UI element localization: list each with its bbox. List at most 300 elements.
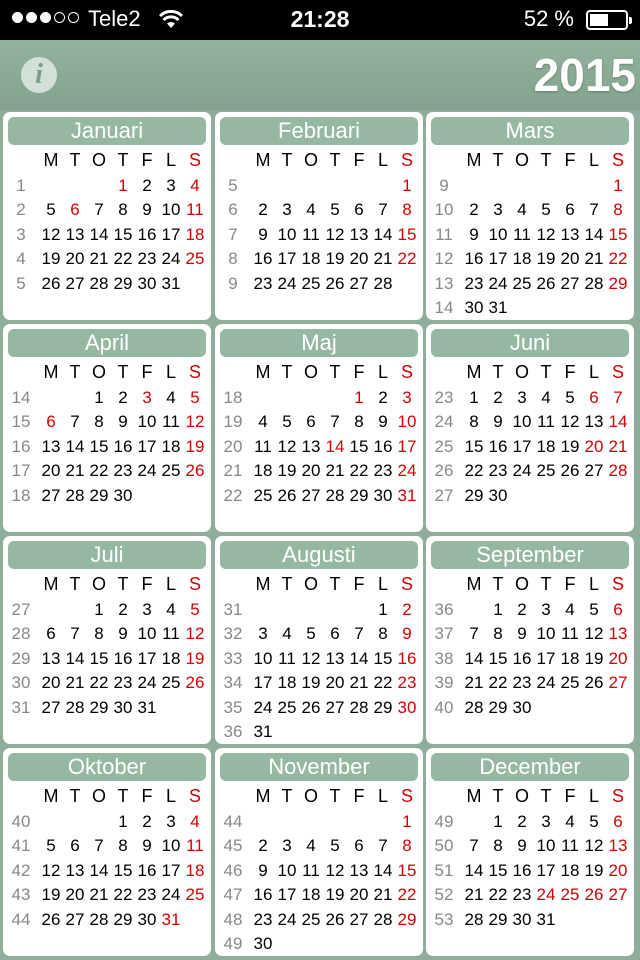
day-cell[interactable]: 19 <box>185 436 205 456</box>
day-cell[interactable]: 18 <box>536 436 556 456</box>
day-cell[interactable]: 30 <box>137 273 157 293</box>
day-cell[interactable]: 2 <box>142 812 152 831</box>
day-cell[interactable]: 11 <box>162 624 180 644</box>
day-cell[interactable]: 27 <box>608 673 628 693</box>
day-cell[interactable]: 1 <box>469 388 479 407</box>
day-cell[interactable]: 16 <box>488 436 508 456</box>
day-cell[interactable]: 19 <box>41 249 61 269</box>
day-cell[interactable]: 14 <box>584 224 604 244</box>
day-cell[interactable]: 9 <box>469 224 479 244</box>
day-cell[interactable]: 15 <box>113 224 133 244</box>
day-cell[interactable]: 8 <box>94 624 104 644</box>
day-cell[interactable]: 16 <box>512 860 532 880</box>
day-cell[interactable]: 8 <box>402 836 412 856</box>
day-cell[interactable]: 22 <box>488 885 508 905</box>
day-cell[interactable]: 3 <box>166 176 176 195</box>
day-cell[interactable]: 5 <box>306 624 316 644</box>
day-cell[interactable]: 5 <box>589 600 599 619</box>
day-cell[interactable]: 11 <box>186 836 204 856</box>
day-cell[interactable]: 5 <box>46 200 56 220</box>
day-cell[interactable]: 11 <box>302 224 320 244</box>
day-cell[interactable]: 25 <box>185 249 205 269</box>
day-cell[interactable]: 27 <box>41 485 61 505</box>
day-cell[interactable]: 29 <box>608 273 628 293</box>
day-cell[interactable]: 7 <box>613 388 623 407</box>
day-cell[interactable]: 24 <box>277 909 297 929</box>
day-cell[interactable]: 25 <box>560 673 580 693</box>
day-cell[interactable]: 13 <box>325 648 345 668</box>
day-cell[interactable]: 12 <box>536 224 556 244</box>
day-cell[interactable]: 30 <box>137 909 157 929</box>
day-cell[interactable]: 15 <box>397 860 417 880</box>
day-cell[interactable]: 20 <box>41 673 61 693</box>
day-cell[interactable]: 25 <box>512 273 532 293</box>
day-cell[interactable]: 25 <box>185 885 205 905</box>
day-cell[interactable]: 14 <box>349 648 369 668</box>
day-cell[interactable]: 10 <box>137 624 157 644</box>
day-cell[interactable]: 7 <box>70 624 80 644</box>
day-cell[interactable]: 1 <box>354 388 364 407</box>
day-cell[interactable]: 22 <box>89 461 109 481</box>
day-cell[interactable]: 16 <box>137 224 157 244</box>
day-cell[interactable]: 7 <box>94 836 104 856</box>
day-cell[interactable]: 23 <box>397 673 417 693</box>
day-cell[interactable]: 27 <box>301 485 321 505</box>
day-cell[interactable]: 30 <box>488 485 508 505</box>
day-cell[interactable]: 1 <box>118 812 128 831</box>
day-cell[interactable]: 26 <box>325 273 345 293</box>
day-cell[interactable]: 26 <box>560 461 580 481</box>
day-cell[interactable]: 1 <box>94 600 104 619</box>
info-button[interactable] <box>21 57 57 93</box>
day-cell[interactable]: 1 <box>493 812 503 831</box>
day-cell[interactable]: 12 <box>584 624 604 644</box>
day-cell[interactable]: 7 <box>70 412 80 432</box>
day-cell[interactable]: 3 <box>282 836 292 856</box>
day-cell[interactable]: 8 <box>94 412 104 432</box>
day-cell[interactable]: 26 <box>325 909 345 929</box>
day-cell[interactable]: 25 <box>161 461 181 481</box>
day-cell[interactable]: 21 <box>89 885 109 905</box>
day-cell[interactable]: 4 <box>282 624 292 644</box>
day-cell[interactable]: 20 <box>349 249 369 269</box>
day-cell[interactable]: 6 <box>46 624 56 644</box>
day-cell[interactable]: 23 <box>137 885 157 905</box>
day-cell[interactable]: 11 <box>513 224 531 244</box>
day-cell[interactable]: 27 <box>349 909 369 929</box>
day-cell[interactable]: 24 <box>536 673 556 693</box>
day-cell[interactable]: 19 <box>536 249 556 269</box>
day-cell[interactable]: 13 <box>584 412 604 432</box>
day-cell[interactable]: 5 <box>190 600 200 619</box>
day-cell[interactable]: 28 <box>464 697 484 717</box>
day-cell[interactable]: 17 <box>137 436 157 456</box>
day-cell[interactable]: 2 <box>258 836 268 856</box>
day-cell[interactable]: 29 <box>488 697 508 717</box>
day-cell[interactable]: 8 <box>354 412 364 432</box>
day-cell[interactable]: 8 <box>402 200 412 220</box>
day-cell[interactable]: 20 <box>301 461 321 481</box>
day-cell[interactable]: 29 <box>397 909 417 929</box>
day-cell[interactable]: 16 <box>137 860 157 880</box>
day-cell[interactable]: 21 <box>325 461 345 481</box>
day-cell[interactable]: 19 <box>41 885 61 905</box>
day-cell[interactable]: 18 <box>560 860 580 880</box>
day-cell[interactable]: 29 <box>89 697 109 717</box>
day-cell[interactable]: 3 <box>142 600 152 619</box>
day-cell[interactable]: 11 <box>537 412 555 432</box>
day-cell[interactable]: 17 <box>536 648 556 668</box>
day-cell[interactable]: 23 <box>113 673 133 693</box>
day-cell[interactable]: 25 <box>161 673 181 693</box>
day-cell[interactable]: 17 <box>161 860 181 880</box>
day-cell[interactable]: 22 <box>608 249 628 269</box>
day-cell[interactable]: 7 <box>469 624 479 644</box>
day-cell[interactable]: 12 <box>301 648 321 668</box>
day-cell[interactable]: 29 <box>349 485 369 505</box>
day-cell[interactable]: 1 <box>118 176 128 195</box>
day-cell[interactable]: 11 <box>162 412 180 432</box>
day-cell[interactable]: 4 <box>306 200 316 220</box>
day-cell[interactable]: 11 <box>561 624 579 644</box>
day-cell[interactable]: 6 <box>354 200 364 220</box>
day-cell[interactable]: 26 <box>41 909 61 929</box>
day-cell[interactable]: 1 <box>378 600 388 619</box>
day-cell[interactable]: 26 <box>301 697 321 717</box>
day-cell[interactable]: 10 <box>397 412 417 432</box>
day-cell[interactable]: 10 <box>536 624 556 644</box>
day-cell[interactable]: 16 <box>397 648 417 668</box>
day-cell[interactable]: 11 <box>302 860 320 880</box>
day-cell[interactable]: 19 <box>277 461 297 481</box>
day-cell[interactable]: 20 <box>65 249 85 269</box>
day-cell[interactable]: 28 <box>89 909 109 929</box>
day-cell[interactable]: 24 <box>488 273 508 293</box>
day-cell[interactable]: 16 <box>464 249 484 269</box>
day-cell[interactable]: 13 <box>349 224 369 244</box>
day-cell[interactable]: 31 <box>397 485 417 505</box>
day-cell[interactable]: 22 <box>113 249 133 269</box>
day-cell[interactable]: 3 <box>517 388 527 407</box>
day-cell[interactable]: 28 <box>349 697 369 717</box>
day-cell[interactable]: 26 <box>185 461 205 481</box>
day-cell[interactable]: 3 <box>541 812 551 831</box>
day-cell[interactable]: 9 <box>493 412 503 432</box>
day-cell[interactable]: 11 <box>561 836 579 856</box>
day-cell[interactable]: 10 <box>488 224 508 244</box>
day-cell[interactable]: 5 <box>330 200 340 220</box>
day-cell[interactable]: 22 <box>349 461 369 481</box>
day-cell[interactable]: 17 <box>277 885 297 905</box>
day-cell[interactable]: 19 <box>325 249 345 269</box>
day-cell[interactable]: 18 <box>253 461 273 481</box>
day-cell[interactable]: 4 <box>190 812 200 831</box>
day-cell[interactable]: 28 <box>373 909 393 929</box>
day-cell[interactable]: 3 <box>541 600 551 619</box>
day-cell[interactable]: 25 <box>277 697 297 717</box>
day-cell[interactable]: 23 <box>137 249 157 269</box>
day-cell[interactable]: 6 <box>330 624 340 644</box>
day-cell[interactable]: 17 <box>161 224 181 244</box>
day-cell[interactable]: 3 <box>258 624 268 644</box>
day-cell[interactable]: 7 <box>330 412 340 432</box>
day-cell[interactable]: 15 <box>488 648 508 668</box>
day-cell[interactable]: 19 <box>584 648 604 668</box>
day-cell[interactable]: 18 <box>185 224 205 244</box>
day-cell[interactable]: 27 <box>584 461 604 481</box>
day-cell[interactable]: 9 <box>142 836 152 856</box>
day-cell[interactable]: 29 <box>373 697 393 717</box>
day-cell[interactable]: 23 <box>464 273 484 293</box>
day-cell[interactable]: 18 <box>277 673 297 693</box>
day-cell[interactable]: 10 <box>277 224 297 244</box>
day-cell[interactable]: 24 <box>277 273 297 293</box>
day-cell[interactable]: 28 <box>65 697 85 717</box>
day-cell[interactable]: 1 <box>402 176 412 195</box>
day-cell[interactable]: 2 <box>493 388 503 407</box>
day-cell[interactable]: 26 <box>584 885 604 905</box>
day-cell[interactable]: 24 <box>161 249 181 269</box>
day-cell[interactable]: 28 <box>89 273 109 293</box>
day-cell[interactable]: 28 <box>373 273 393 293</box>
day-cell[interactable]: 17 <box>512 436 532 456</box>
day-cell[interactable]: 21 <box>608 436 628 456</box>
day-cell[interactable]: 15 <box>89 436 109 456</box>
day-cell[interactable]: 3 <box>493 200 503 220</box>
day-cell[interactable]: 24 <box>512 461 532 481</box>
day-cell[interactable]: 21 <box>65 673 85 693</box>
day-cell[interactable]: 12 <box>41 860 61 880</box>
day-cell[interactable]: 24 <box>253 697 273 717</box>
day-cell[interactable]: 10 <box>512 412 532 432</box>
day-cell[interactable]: 6 <box>565 200 575 220</box>
day-cell[interactable]: 2 <box>118 600 128 619</box>
day-cell[interactable]: 14 <box>373 224 393 244</box>
day-cell[interactable]: 19 <box>325 885 345 905</box>
day-cell[interactable]: 7 <box>469 836 479 856</box>
day-cell[interactable]: 30 <box>113 697 133 717</box>
day-cell[interactable]: 10 <box>253 648 273 668</box>
day-cell[interactable]: 20 <box>608 860 628 880</box>
day-cell[interactable]: 3 <box>402 388 412 407</box>
day-cell[interactable]: 21 <box>65 461 85 481</box>
day-cell[interactable]: 22 <box>397 885 417 905</box>
day-cell[interactable]: 18 <box>161 436 181 456</box>
day-cell[interactable]: 12 <box>277 436 297 456</box>
day-cell[interactable]: 15 <box>608 224 628 244</box>
day-cell[interactable]: 28 <box>584 273 604 293</box>
day-cell[interactable]: 6 <box>46 412 56 432</box>
day-cell[interactable]: 21 <box>373 249 393 269</box>
day-cell[interactable]: 14 <box>325 436 345 456</box>
day-cell[interactable]: 21 <box>464 885 484 905</box>
day-cell[interactable]: 21 <box>349 673 369 693</box>
day-cell[interactable]: 17 <box>536 860 556 880</box>
day-cell[interactable]: 20 <box>608 648 628 668</box>
day-cell[interactable]: 12 <box>560 412 580 432</box>
day-cell[interactable]: 14 <box>65 648 85 668</box>
day-cell[interactable]: 24 <box>137 673 157 693</box>
day-cell[interactable]: 5 <box>589 812 599 831</box>
day-cell[interactable]: 9 <box>118 412 128 432</box>
day-cell[interactable]: 13 <box>65 860 85 880</box>
day-cell[interactable]: 30 <box>512 697 532 717</box>
day-cell[interactable]: 2 <box>378 388 388 407</box>
day-cell[interactable]: 7 <box>354 624 364 644</box>
day-cell[interactable]: 16 <box>373 436 393 456</box>
day-cell[interactable]: 2 <box>469 200 479 220</box>
day-cell[interactable]: 5 <box>565 388 575 407</box>
day-cell[interactable]: 25 <box>301 909 321 929</box>
day-cell[interactable]: 22 <box>397 249 417 269</box>
day-cell[interactable]: 14 <box>65 436 85 456</box>
day-cell[interactable]: 9 <box>258 224 268 244</box>
day-cell[interactable]: 4 <box>306 836 316 856</box>
day-cell[interactable]: 26 <box>185 673 205 693</box>
day-cell[interactable]: 31 <box>161 273 181 293</box>
day-cell[interactable]: 24 <box>536 885 556 905</box>
day-cell[interactable]: 24 <box>161 885 181 905</box>
day-cell[interactable]: 31 <box>161 909 181 929</box>
day-cell[interactable]: 20 <box>584 436 604 456</box>
day-cell[interactable]: 11 <box>254 436 272 456</box>
day-cell[interactable]: 7 <box>378 200 388 220</box>
day-cell[interactable]: 9 <box>258 860 268 880</box>
day-cell[interactable]: 3 <box>142 388 152 407</box>
day-cell[interactable]: 28 <box>464 909 484 929</box>
day-cell[interactable]: 1 <box>402 812 412 831</box>
day-cell[interactable]: 17 <box>137 648 157 668</box>
day-cell[interactable]: 9 <box>517 836 527 856</box>
day-cell[interactable]: 24 <box>137 461 157 481</box>
day-cell[interactable]: 13 <box>349 860 369 880</box>
day-cell[interactable]: 14 <box>89 224 109 244</box>
day-cell[interactable]: 25 <box>560 885 580 905</box>
day-cell[interactable]: 27 <box>560 273 580 293</box>
day-cell[interactable]: 23 <box>488 461 508 481</box>
day-cell[interactable]: 12 <box>185 412 205 432</box>
day-cell[interactable]: 6 <box>589 388 599 407</box>
day-cell[interactable]: 1 <box>94 388 104 407</box>
day-cell[interactable]: 8 <box>118 200 128 220</box>
day-cell[interactable]: 27 <box>65 909 85 929</box>
day-cell[interactable]: 20 <box>41 461 61 481</box>
day-cell[interactable]: 4 <box>541 388 551 407</box>
day-cell[interactable]: 19 <box>560 436 580 456</box>
day-cell[interactable]: 5 <box>190 388 200 407</box>
day-cell[interactable]: 10 <box>536 836 556 856</box>
day-cell[interactable]: 22 <box>89 673 109 693</box>
day-cell[interactable]: 10 <box>161 836 181 856</box>
day-cell[interactable]: 13 <box>560 224 580 244</box>
day-cell[interactable]: 6 <box>613 600 623 619</box>
day-cell[interactable]: 16 <box>113 648 133 668</box>
day-cell[interactable]: 22 <box>373 673 393 693</box>
day-cell[interactable]: 11 <box>186 200 204 220</box>
day-cell[interactable]: 28 <box>325 485 345 505</box>
day-cell[interactable]: 22 <box>113 885 133 905</box>
day-cell[interactable]: 5 <box>541 200 551 220</box>
day-cell[interactable]: 4 <box>166 388 176 407</box>
day-cell[interactable]: 6 <box>306 412 316 432</box>
day-cell[interactable]: 13 <box>41 648 61 668</box>
day-cell[interactable]: 8 <box>469 412 479 432</box>
day-cell[interactable]: 31 <box>536 909 556 929</box>
day-cell[interactable]: 29 <box>464 485 484 505</box>
day-cell[interactable]: 16 <box>253 885 273 905</box>
day-cell[interactable]: 31 <box>488 298 508 317</box>
day-cell[interactable]: 14 <box>373 860 393 880</box>
day-cell[interactable]: 28 <box>608 461 628 481</box>
day-cell[interactable]: 31 <box>253 722 273 741</box>
day-cell[interactable]: 22 <box>464 461 484 481</box>
day-cell[interactable]: 26 <box>277 485 297 505</box>
day-cell[interactable]: 9 <box>378 412 388 432</box>
day-cell[interactable]: 23 <box>113 461 133 481</box>
day-cell[interactable]: 28 <box>65 485 85 505</box>
day-cell[interactable]: 10 <box>161 200 181 220</box>
day-cell[interactable]: 13 <box>65 224 85 244</box>
day-cell[interactable]: 4 <box>258 412 268 432</box>
day-cell[interactable]: 9 <box>118 624 128 644</box>
day-cell[interactable]: 2 <box>517 600 527 619</box>
day-cell[interactable]: 21 <box>373 885 393 905</box>
day-cell[interactable]: 18 <box>301 249 321 269</box>
day-cell[interactable]: 5 <box>330 836 340 856</box>
day-cell[interactable]: 22 <box>488 673 508 693</box>
day-cell[interactable]: 16 <box>512 648 532 668</box>
day-cell[interactable]: 31 <box>137 697 157 717</box>
day-cell[interactable]: 13 <box>301 436 321 456</box>
day-cell[interactable]: 6 <box>613 812 623 831</box>
day-cell[interactable]: 2 <box>517 812 527 831</box>
day-cell[interactable]: 30 <box>512 909 532 929</box>
day-cell[interactable]: 6 <box>70 200 80 220</box>
day-cell[interactable]: 16 <box>113 436 133 456</box>
day-cell[interactable]: 19 <box>584 860 604 880</box>
day-cell[interactable]: 15 <box>464 436 484 456</box>
day-cell[interactable]: 9 <box>402 624 412 644</box>
day-cell[interactable]: 8 <box>613 200 623 220</box>
day-cell[interactable]: 19 <box>301 673 321 693</box>
day-cell[interactable]: 17 <box>253 673 273 693</box>
day-cell[interactable]: 27 <box>65 273 85 293</box>
day-cell[interactable]: 12 <box>41 224 61 244</box>
day-cell[interactable]: 30 <box>397 697 417 717</box>
day-cell[interactable]: 8 <box>118 836 128 856</box>
day-cell[interactable]: 14 <box>608 412 628 432</box>
day-cell[interactable]: 15 <box>349 436 369 456</box>
day-cell[interactable]: 12 <box>325 224 345 244</box>
day-cell[interactable]: 15 <box>397 224 417 244</box>
day-cell[interactable]: 13 <box>608 624 628 644</box>
day-cell[interactable]: 9 <box>517 624 527 644</box>
day-cell[interactable]: 20 <box>349 885 369 905</box>
day-cell[interactable]: 3 <box>282 200 292 220</box>
day-cell[interactable]: 16 <box>253 249 273 269</box>
day-cell[interactable]: 12 <box>185 624 205 644</box>
day-cell[interactable]: 29 <box>488 909 508 929</box>
day-cell[interactable]: 17 <box>397 436 417 456</box>
day-cell[interactable]: 19 <box>185 648 205 668</box>
day-cell[interactable]: 14 <box>464 860 484 880</box>
day-cell[interactable]: 5 <box>282 412 292 432</box>
day-cell[interactable]: 15 <box>113 860 133 880</box>
day-cell[interactable]: 15 <box>89 648 109 668</box>
day-cell[interactable]: 20 <box>560 249 580 269</box>
day-cell[interactable]: 18 <box>512 249 532 269</box>
day-cell[interactable]: 20 <box>65 885 85 905</box>
